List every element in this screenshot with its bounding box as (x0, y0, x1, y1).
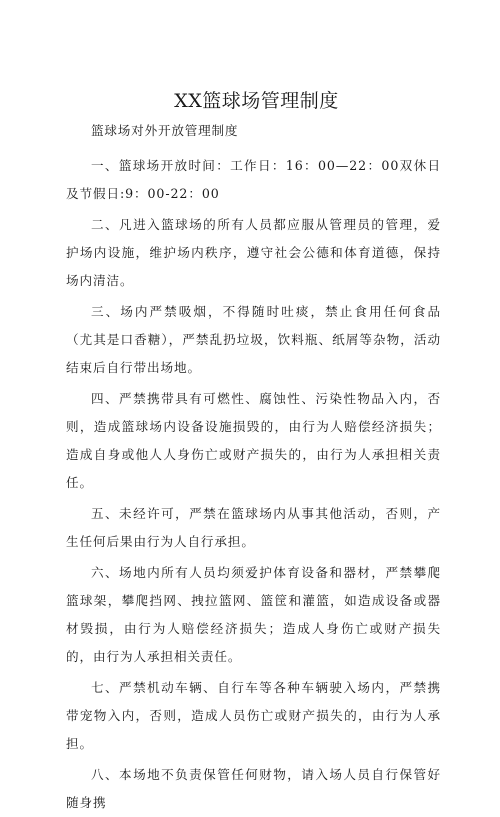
rule-paragraph-2: 二、凡进入篮球场的所有人员都应服从管理员的管理，爱护场内设施，维护场内秩序，遵守社会公德和体育道德，保持场内清洁。 (66, 217, 441, 288)
document-title: XX篮球场管理制度 (174, 90, 339, 112)
document-subtitle: 篮球场对外开放管理制度 (91, 123, 239, 138)
rule-paragraph-4: 四、严禁携带具有可燃性、腐蚀性、污染性物品入内，否则，造成篮球场内设备设施损毁的，由行为人赔偿经济损失；造成自身或他人人身伤亡或财产损失的，由行为人承担相关责任。 (66, 391, 441, 490)
rule-paragraph-6: 六、场地内所有人员均须爱护体育设备和器材，严禁攀爬篮球架，攀爬挡网、拽拉篮网、篮筐和灌篮，如造成设备或器材毁损，由行为人赔偿经济损失；造成人身伤亡或财产损失的，由行为人承担相关责任。 (66, 565, 441, 664)
rule-paragraph-8: 八、本场地不负责保管任何财物，请入场人员自行保管好随身携 (66, 767, 441, 810)
rule-paragraph-7: 七、严禁机动车辆、自行车等各种车辆驶入场内，严禁携带宠物入内，否则，造成人员伤亡或财产损失的，由行为人承担。 (66, 680, 441, 751)
rule-paragraph-1: 一、篮球场开放时间：工作日：16：00—22：00双休日及节假日:9：00-22：00 (66, 158, 441, 201)
rule-paragraph-3: 三、场内严禁吸烟，不得随时吐痰，禁止食用任何食品（尤其是口香糖），严禁乱扔垃圾，饮料瓶、纸屑等杂物，活动结束后自行带出场地。 (66, 304, 441, 375)
rule-paragraph-5: 五、未经许可，严禁在篮球场内从事其他活动，否则，产生任何后果由行为人自行承担。 (66, 506, 441, 549)
